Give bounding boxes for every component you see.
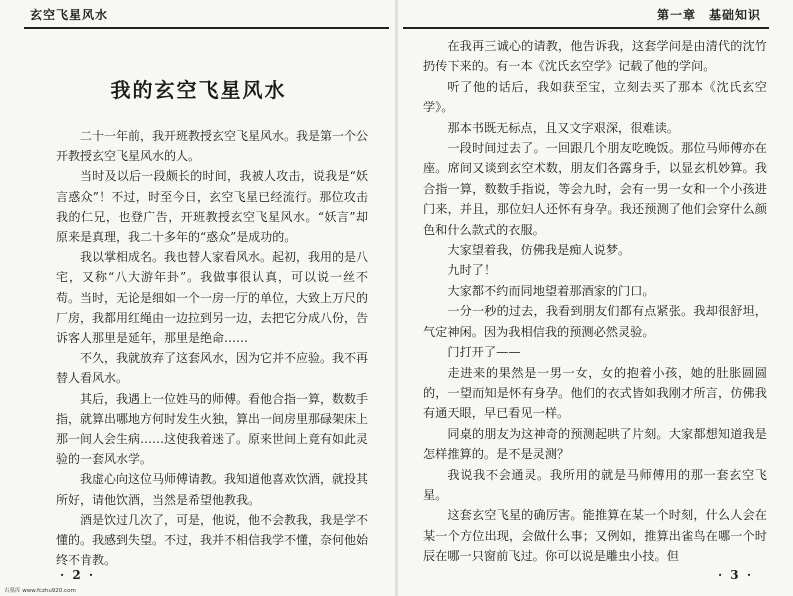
- left-body-text: [56, 126, 368, 570]
- paragraph: 我虚心向这位马师傅请教。我知道他喜欢饮酒，就投其所好，请他饮酒，当然是希望他教我。: [56, 472, 369, 507]
- paragraph: 其后，我遇上一位姓马的师傅。看他合指一算，数数手指，就算出哪地方何时发生火独，算出一间房里那碌架床上那一间人会生病……这使我着迷了。原来世间上竟有如此灵验的一套风水学。: [56, 391, 369, 467]
- paragraph: 听了他的话后，我如获至宝，立刻去买了那本《沈氏玄空学》。: [423, 79, 767, 115]
- paragraph: 二十一年前，我开班教授玄空飞星风水。我是第一个公开教授玄空飞星风水的人。: [56, 129, 369, 164]
- right-page-number: · 3 ·: [717, 568, 753, 582]
- left-running-head: 玄空飞星风水: [30, 8, 109, 22]
- chapter-title: 我的玄空飞星风水: [110, 78, 287, 102]
- paragraph: 我以掌相成名。我也替人家看风水。起初，我用的是八宅，又称“八大游年卦”。我做事很认真，可以说一丝不苟。当时，无论是细如一个一房一厅的单位，大致上万尺的厂房，我都用红绳由一边拉到另一边，去把它分成八份，告诉客人那里是延年，那里是绝命……: [56, 250, 369, 346]
- left-page-number: · 2 ·: [60, 568, 96, 582]
- paragraph: 一分一秒的过去，我看到朋友们都有点紧张。我却很舒坦，气定神闲。因为我相信我的预测必然灵验。: [423, 304, 767, 339]
- paragraph: 这套玄空飞星的确厉害。能推算在某一个时刻，什么人会在某一个方位出现，会做什么事；又例如，推算出雀鸟在哪一个时辰在哪一只窗前飞过。你可以说是雕虫小技。但: [423, 508, 767, 564]
- paragraph: 走进来的果然是一男一女，女的抱着小孩，她的肚胀圆圆的，一望而知是怀有身孕。他们的衣式皆如我刚才所言，仿佛我有通天眼，早已看见一样。: [423, 365, 767, 421]
- paragraph: 当时及以后一段颇长的时间，我被人攻击，说我是“妖言惑众”！不过，时至今日，玄空飞星已经流行。那位攻击我的仁兄，也登广告，开班教授玄空飞星风水。“妖言”却原来是真理，我二十多年的“惑众”是成功的。: [56, 169, 368, 245]
- paragraph: 不久，我就放弃了这套风水，因为它并不应验。我不再替人看风水。: [56, 351, 369, 386]
- right-header-rule: [403, 27, 769, 29]
- paragraph: 酒是饮过几次了，可是，他说，他不会教我，我是学不懂的。我感到失望。不过，我并不相信我学不懂，奈何他始终不肯教。: [56, 512, 369, 568]
- paragraph: 门打开了——: [447, 345, 521, 360]
- right-running-head: 第一章 基础知识: [656, 8, 761, 22]
- paragraph: 大家都不约而同地望着那酒家的门口。: [447, 283, 655, 298]
- right-page: [397, 0, 793, 596]
- paragraph: 大家望着我，仿佛我是痴人说梦。: [447, 243, 631, 258]
- right-body-text: [423, 36, 767, 567]
- paragraph: 我说我不会通灵。我所用的就是马师傅用的那一套玄空飞星。: [423, 467, 767, 502]
- paragraph: 在我再三诚心的请教，他告诉我，这套学问是由清代的沈竹扔传下来的。有一本《沈氏玄空学》记载了他的学问。: [423, 39, 767, 74]
- paragraph: 九时了！: [447, 263, 497, 278]
- paragraph: 同桌的朋友为这神奇的预测起哄了片刻。大家都想知道我是怎样推算的。是不是灵测？: [423, 426, 767, 462]
- paragraph: 一段时间过去了。一回跟几个朋友吃晚饭。那位马师傅亦在座。席间又谈到玄空术数，朋友们各露身手，以显玄机妙算。我合指一算，数数手指说，等会九时，会有一男一女和一个小孩进门来，并且，那位妇人还怀有身孕。我还预测了他们会穿什么颜色和什么款式的衣服。: [423, 141, 767, 237]
- left-header-rule: [24, 27, 389, 29]
- paragraph: 那本书既无标点，且又文字艰深，很难读。: [447, 120, 679, 135]
- watermark: 古墓库 www.fczhu920.com: [4, 588, 76, 594]
